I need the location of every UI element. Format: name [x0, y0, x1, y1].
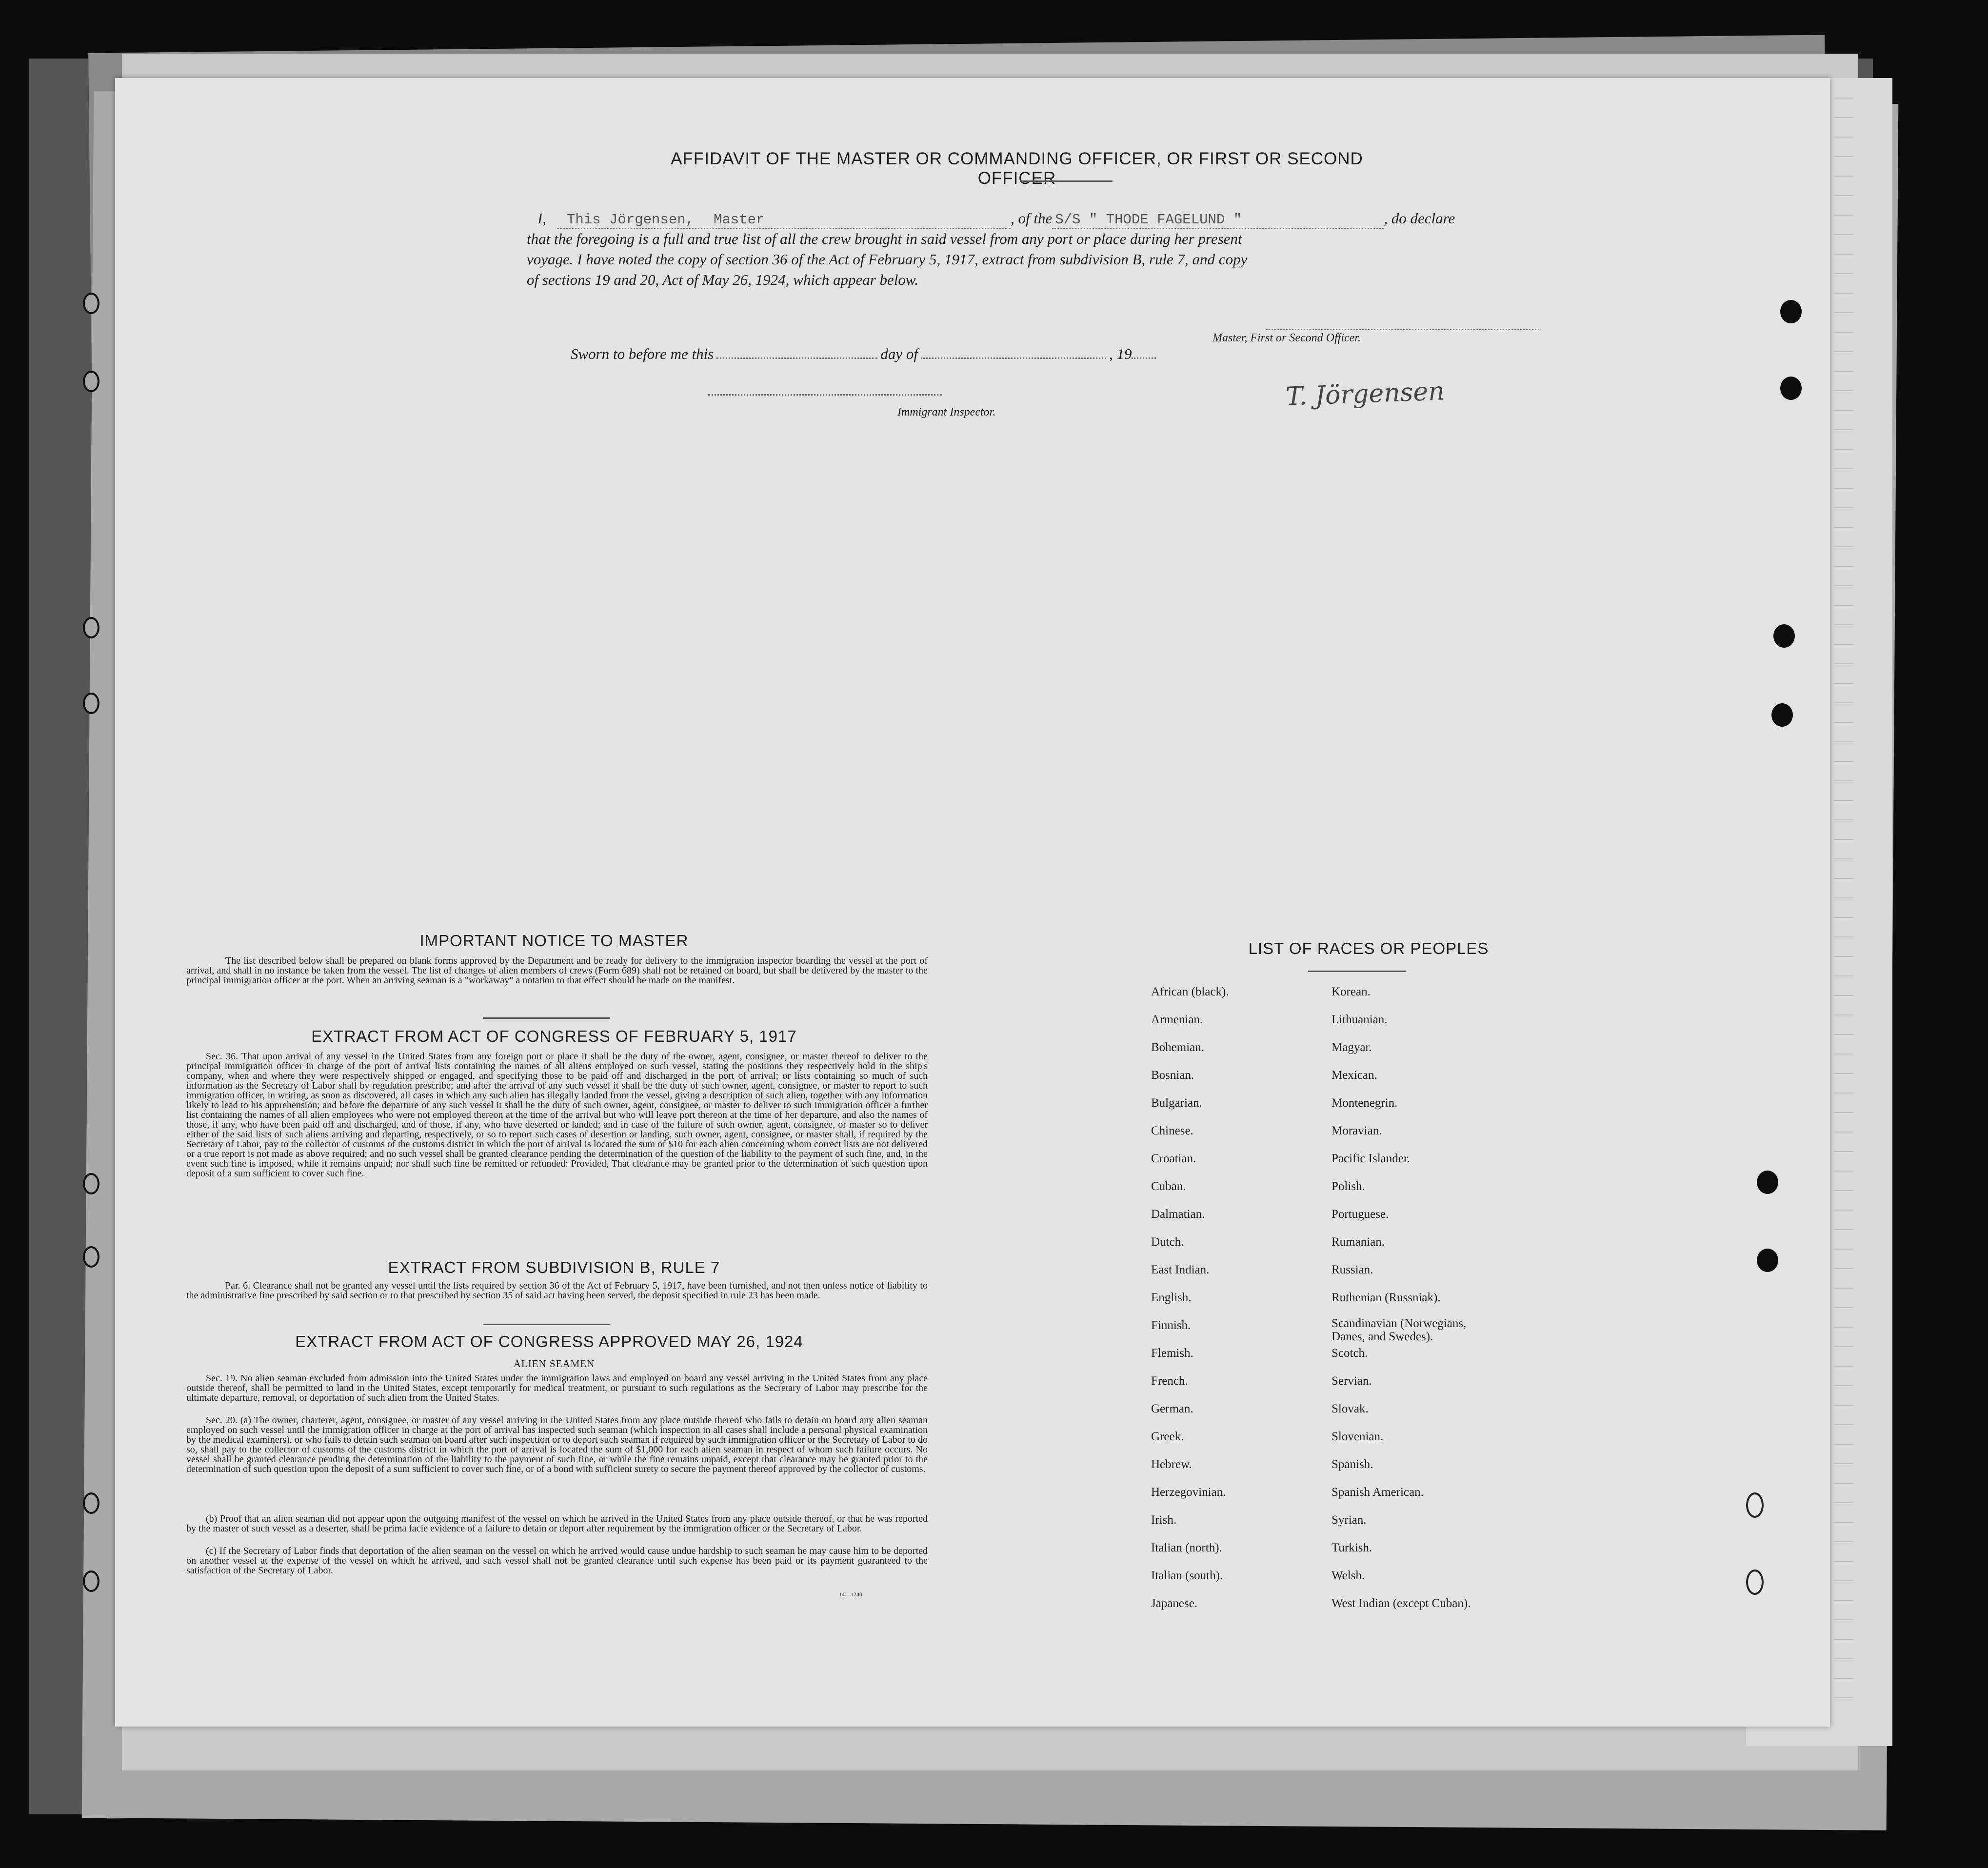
affidavit-page	[115, 78, 1830, 1727]
races-divider	[1308, 971, 1406, 972]
race-item: Croatian.	[1151, 1152, 1196, 1165]
signature-line	[1266, 329, 1539, 330]
punch-hole	[1773, 624, 1795, 648]
declaration-text-2: voyage. I have noted the copy of section 36 of the Act of February 5, 1917, extract from subdivision B, rule 7, and copy	[527, 251, 1248, 268]
declare-label: , do declare	[1384, 210, 1455, 227]
race-item: Flemish.	[1151, 1347, 1193, 1360]
extract-1917-heading: EXTRACT FROM ACT OF CONGRESS OF FEBRUARY 5, 1917	[311, 1027, 797, 1045]
affidavit-title: AFFIDAVIT OF THE MASTER OR COMMANDING OFFICER, OR FIRST OR SECOND OFFICER	[671, 149, 1363, 188]
race-item: Bulgarian.	[1151, 1096, 1202, 1110]
race-item: Spanish.	[1332, 1458, 1373, 1471]
day-of-label: day of	[880, 345, 918, 362]
extract-1917-body: Sec. 36. That upon arrival of any vessel in the United States from any foreign port or place it shall be the duty of the owner, agent, consignee, or master thereof to deliver to the principal immigration officer in charge of the port of arrival lists containing the names of all aliens employed on such vessel, stating the positions they respectively hold in the ship's company, when and where they were respectively shipped or engaged, and specifying those to be paid off and discharged in the port of arrival; or lists containing so much of such information as the Secretary of Labor shall by regulation prescribe; and after the arrival of any such vessel it shall be the duty of such owner, agent, consignee, or master to report to such immigration officer, in writing, as soon as discovered, all cases in which any such alien has illegally landed from the vessel, giving a description of such alien, together with any information likely to lead to his apprehension; and before the departure of any such vessel it shall be the duty of such owner, agent, consignee, or master to deliver to such immigration officer a further list containing the names of all alien employees who were not employed thereon at the time of the arrival but who will leave port thereon at the time of her departure, and also the names of those, if any, who have been paid off and discharged, and of those, if any, who have deserted or landed; and in case of the failure of such owner, agent, consignee, or master so to deliver either of the said lists of such aliens arriving and departing, respectively, or so to report such cases of desertion or landing, such owner, agent, consignee, or master shall, if required by the Secretary of Labor, pay to the collector of customs of the customs district in which the port of arrival is located the sum of $10 for each alien concerning whom correct lists are not delivered or a true report is not made as above required; and no such vessel shall be granted clearance pending the determination of the question of the liability to the payment of such fine, and, in the event such fine is imposed, while it remains unpaid; nor shall such fine be remitted or refunded: Provided, That clearance may be granted prior to the determination of such question upon deposit of a sum sufficient to cover such fine.	[186, 1051, 928, 1179]
race-item: Montenegrin.	[1332, 1096, 1398, 1110]
punch-hole	[1746, 1492, 1764, 1518]
year-label: , 19	[1109, 345, 1132, 362]
binder-hole	[83, 371, 99, 392]
notice-heading: IMPORTANT NOTICE TO MASTER	[419, 932, 689, 950]
race-item: Dutch.	[1151, 1235, 1184, 1249]
officer-name: This Jörgensen,	[567, 212, 695, 228]
race-item: Turkish.	[1332, 1541, 1372, 1554]
race-item: Dalmatian.	[1151, 1208, 1205, 1221]
race-item: Portuguese.	[1332, 1208, 1389, 1221]
race-item: Welsh.	[1332, 1569, 1365, 1582]
race-item: Ruthenian (Russniak).	[1332, 1291, 1441, 1304]
race-item: French.	[1151, 1374, 1188, 1388]
sec19-body: Sec. 19. No alien seaman excluded from admission into the United States under the immigration laws and employed on board any vessel arriving in the United States from any place outside thereof, shall be permitted to land in the United States, except temporarily for medical treatment, or pursuant to such regulations as the Secretary of Labor may prescribe for the ultimate departure, removal, or deportation of such alien from the United States.	[186, 1373, 928, 1403]
race-item: West Indian (except Cuban).	[1332, 1597, 1471, 1610]
race-item: Magyar.	[1332, 1041, 1372, 1054]
alien-seamen-subheading: ALIEN SEAMEN	[513, 1358, 595, 1370]
race-item: Pacific Islander.	[1332, 1152, 1411, 1165]
sec20c-body: (c) If the Secretary of Labor finds that deportation of the alien seaman on the vessel on which he arrived would cause undue hardship to such seaman he may cause him to be deported on another vessel at the expense of the vessel on which he arrived, and such vessel shall not be granted clearance until such expense has been paid or its payment guaranteed to the satisfaction of the Secretary of Labor.	[186, 1546, 928, 1576]
race-item: Japanese.	[1151, 1597, 1198, 1610]
race-item: Lithuanian.	[1332, 1013, 1388, 1026]
race-item: Slovenian.	[1332, 1430, 1384, 1443]
binder-hole	[83, 1570, 99, 1592]
rule7-body: Par. 6. Clearance shall not be granted any vessel until the lists required by section 36 of the Act of February 5, 1917, have been furnished, and not then unless notice of liability to the administrative fine prescribed by said section or to that prescribed by section 35 of said act having been served, the deposit specified in rule 23 has been made.	[186, 1280, 928, 1301]
race-item: Bosnian.	[1151, 1069, 1194, 1082]
i-label: I,	[537, 210, 547, 227]
race-item: Hebrew.	[1151, 1458, 1192, 1471]
race-item: Finnish.	[1151, 1319, 1191, 1332]
declaration-text-3: of sections 19 and 20, Act of May 26, 1924, which appear below.	[527, 271, 919, 288]
race-item: Slovak.	[1332, 1402, 1369, 1415]
race-item: Servian.	[1332, 1374, 1372, 1388]
section-divider	[483, 1324, 610, 1325]
extract-1924-heading: EXTRACT FROM ACT OF CONGRESS APPROVED MAY 26, 1924	[295, 1332, 803, 1351]
race-item: Polish.	[1332, 1180, 1365, 1193]
master-signature: T. Jörgensen	[1285, 377, 1445, 412]
race-item: English.	[1151, 1291, 1192, 1304]
punch-hole	[1757, 1249, 1778, 1272]
form-number: 14—1240	[839, 1591, 862, 1598]
title-divider	[1020, 180, 1113, 182]
inspector-signature-line	[708, 394, 942, 396]
race-item: Irish.	[1151, 1513, 1177, 1527]
binder-hole	[83, 293, 99, 314]
punch-hole	[1757, 1171, 1778, 1194]
sworn-label: Sworn to before me this	[571, 345, 714, 362]
race-item: Scandinavian (Norwegians, Danes, and Swedes).	[1332, 1317, 1467, 1343]
race-item: Italian (south).	[1151, 1569, 1223, 1582]
binder-hole	[83, 1246, 99, 1268]
inspector-label: Immigrant Inspector.	[897, 406, 996, 418]
race-item: Chinese.	[1151, 1124, 1193, 1137]
race-item: Spanish American.	[1332, 1486, 1424, 1499]
sec20a-body: Sec. 20. (a) The owner, charterer, agent, consignee, or master of any vessel arriving in the United States from any place outside thereof who fails to detain on board any alien seaman employed on such vessel until the immigration officer in charge at the port of arrival has inspected such seaman (which inspection in all cases shall include a personal physical examination by the medical examiners), or who fails to detain such seaman on board after such inspection or to deport such seaman if required by such immigration officer or the Secretary of Labor to do so, shall pay to the collector of customs of the customs district in which the port of arrival is located the sum of $1,000 for each alien seaman in respect of whom such failure occurs. No vessel shall be granted clearance pending the determination of the liability to the payment of such fine, or while the fine remains unpaid, except that clearance may be granted prior to the determination of such question upon the deposit of a sum sufficient to cover such fine, or of a bond with sufficient surety to secure the payment thereof approved by the collector of customs.	[186, 1415, 928, 1474]
ledger-grid-edge	[1834, 98, 1853, 1707]
race-item: Scotch.	[1332, 1347, 1368, 1360]
race-item: Cuban.	[1151, 1180, 1186, 1193]
binder-hole	[83, 1492, 99, 1514]
race-item: Mexican.	[1332, 1069, 1377, 1082]
race-item: Russian.	[1332, 1263, 1373, 1276]
race-item: East Indian.	[1151, 1263, 1210, 1276]
signature-title: Master, First or Second Officer.	[1213, 332, 1361, 344]
race-item: Bohemian.	[1151, 1041, 1205, 1054]
declaration-line	[537, 210, 1455, 229]
of-the-label: , of the	[1011, 210, 1053, 227]
race-item: Rumanian.	[1332, 1235, 1385, 1249]
race-item: Moravian.	[1332, 1124, 1382, 1137]
punch-hole	[1780, 300, 1802, 323]
rule7-heading: EXTRACT FROM SUBDIVISION B, RULE 7	[388, 1258, 720, 1276]
race-item: Italian (north).	[1151, 1541, 1222, 1554]
declaration-text-1: that the foregoing is a full and true list of all the crew brought in said vessel from any port or place during her present	[527, 230, 1242, 247]
race-item: German.	[1151, 1402, 1193, 1415]
race-item: Korean.	[1332, 985, 1371, 998]
race-item: Syrian.	[1332, 1513, 1367, 1527]
binder-hole	[83, 617, 99, 638]
race-item: African (black).	[1151, 985, 1229, 998]
races-heading: LIST OF RACES OR PEOPLES	[1248, 939, 1489, 957]
vessel-name: S/S " THODE FAGELUND "	[1055, 212, 1242, 228]
punch-hole	[1746, 1570, 1764, 1595]
officer-rank: Master	[714, 212, 765, 228]
notice-body: The list described below shall be prepared on blank forms approved by the Department and be ready for delivery to the immigration inspector boarding the vessel at the port of arrival, and shall in no instance be taken from the vessel. The list of changes of alien members of crews (Form 689) shall not be retained on board, but shall be delivered by the master to the principal immigration officer at the port. When an arriving seaman is a "workaway" a notation to that effect should be made on the manifest.	[186, 955, 928, 986]
punch-hole	[1780, 377, 1802, 400]
punch-hole	[1771, 703, 1793, 727]
sec20b-body: (b) Proof that an alien seaman did not appear upon the outgoing manifest of the vessel on which he arrived in the United States from any place outside thereof, or that he was reported by the master of such vessel as a deserter, shall be prima facie evidence of a failure to detain or deport after requirement by the immigration officer or the Secretary of Labor.	[186, 1513, 928, 1534]
section-divider	[483, 1017, 610, 1019]
binder-hole	[83, 693, 99, 714]
sworn-line	[571, 345, 1156, 363]
race-item: Armenian.	[1151, 1013, 1203, 1026]
race-item: Herzegovinian.	[1151, 1486, 1226, 1499]
race-item: Greek.	[1151, 1430, 1184, 1443]
binder-hole	[83, 1173, 99, 1194]
